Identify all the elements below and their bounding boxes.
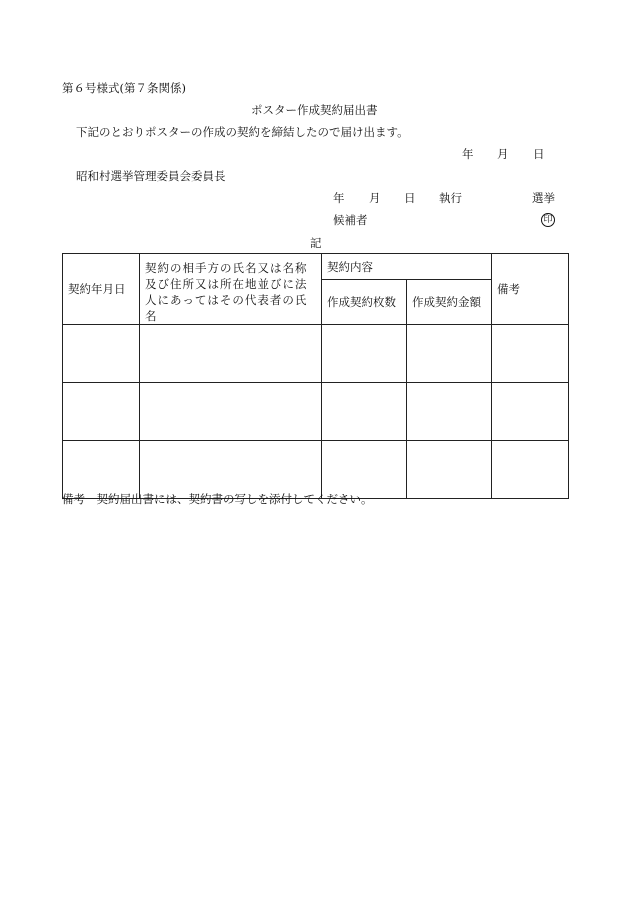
- cell-poster-count[interactable]: [322, 325, 407, 383]
- candidate-label: 候補者: [333, 213, 368, 227]
- cell-poster-count[interactable]: [322, 441, 407, 499]
- header-poster-count: 作成契約枚数: [322, 280, 407, 325]
- cell-remarks[interactable]: [492, 383, 569, 441]
- table-row: [63, 383, 569, 441]
- contract-table: [62, 253, 569, 499]
- submission-day-label: 日: [533, 147, 545, 161]
- remarks-note: 備考 契約届出書には、契約書の写しを添付してください。: [62, 492, 373, 506]
- submission-month-label: 月: [497, 147, 509, 161]
- table-row: [63, 325, 569, 383]
- election-label: 選挙: [532, 191, 555, 205]
- header-contract-content: 契約内容: [322, 254, 492, 280]
- election-year-label: 年: [333, 191, 345, 205]
- cell-contract-party[interactable]: [140, 441, 322, 499]
- header-contract-party: 契約の相手方の氏名又は名称及び住所又は所在地並びに法人にあってはその代表者の氏名: [140, 254, 322, 325]
- document-title: ポスター作成契約届出書: [251, 103, 378, 117]
- addressee: 昭和村選挙管理委員会委員長: [76, 169, 226, 183]
- election-day-label: 日: [404, 191, 416, 205]
- submission-year-label: 年: [462, 147, 474, 161]
- header-remarks: 備考: [492, 254, 569, 325]
- cell-contract-amount[interactable]: [407, 325, 492, 383]
- cell-contract-amount[interactable]: [407, 441, 492, 499]
- cell-remarks[interactable]: [492, 325, 569, 383]
- election-held-label: 執行: [439, 191, 462, 205]
- header-contract-amount: 作成契約金額: [407, 280, 492, 325]
- cell-contract-amount[interactable]: [407, 383, 492, 441]
- cell-contract-party[interactable]: [140, 383, 322, 441]
- cell-contract-date[interactable]: [63, 325, 140, 383]
- table-row: [63, 441, 569, 499]
- cell-remarks[interactable]: [492, 441, 569, 499]
- ki-marker: 記: [310, 236, 322, 250]
- seal-mark: 印: [541, 213, 555, 227]
- form-number: 第６号様式(第７条関係): [62, 81, 186, 95]
- header-contract-date: 契約年月日: [63, 254, 140, 325]
- cell-contract-date[interactable]: [63, 383, 140, 441]
- cell-poster-count[interactable]: [322, 383, 407, 441]
- cell-contract-date[interactable]: [63, 441, 140, 499]
- cell-contract-party[interactable]: [140, 325, 322, 383]
- election-month-label: 月: [369, 191, 381, 205]
- intro-text: 下記のとおりポスターの作成の契約を締結したので届け出ます。: [76, 125, 409, 139]
